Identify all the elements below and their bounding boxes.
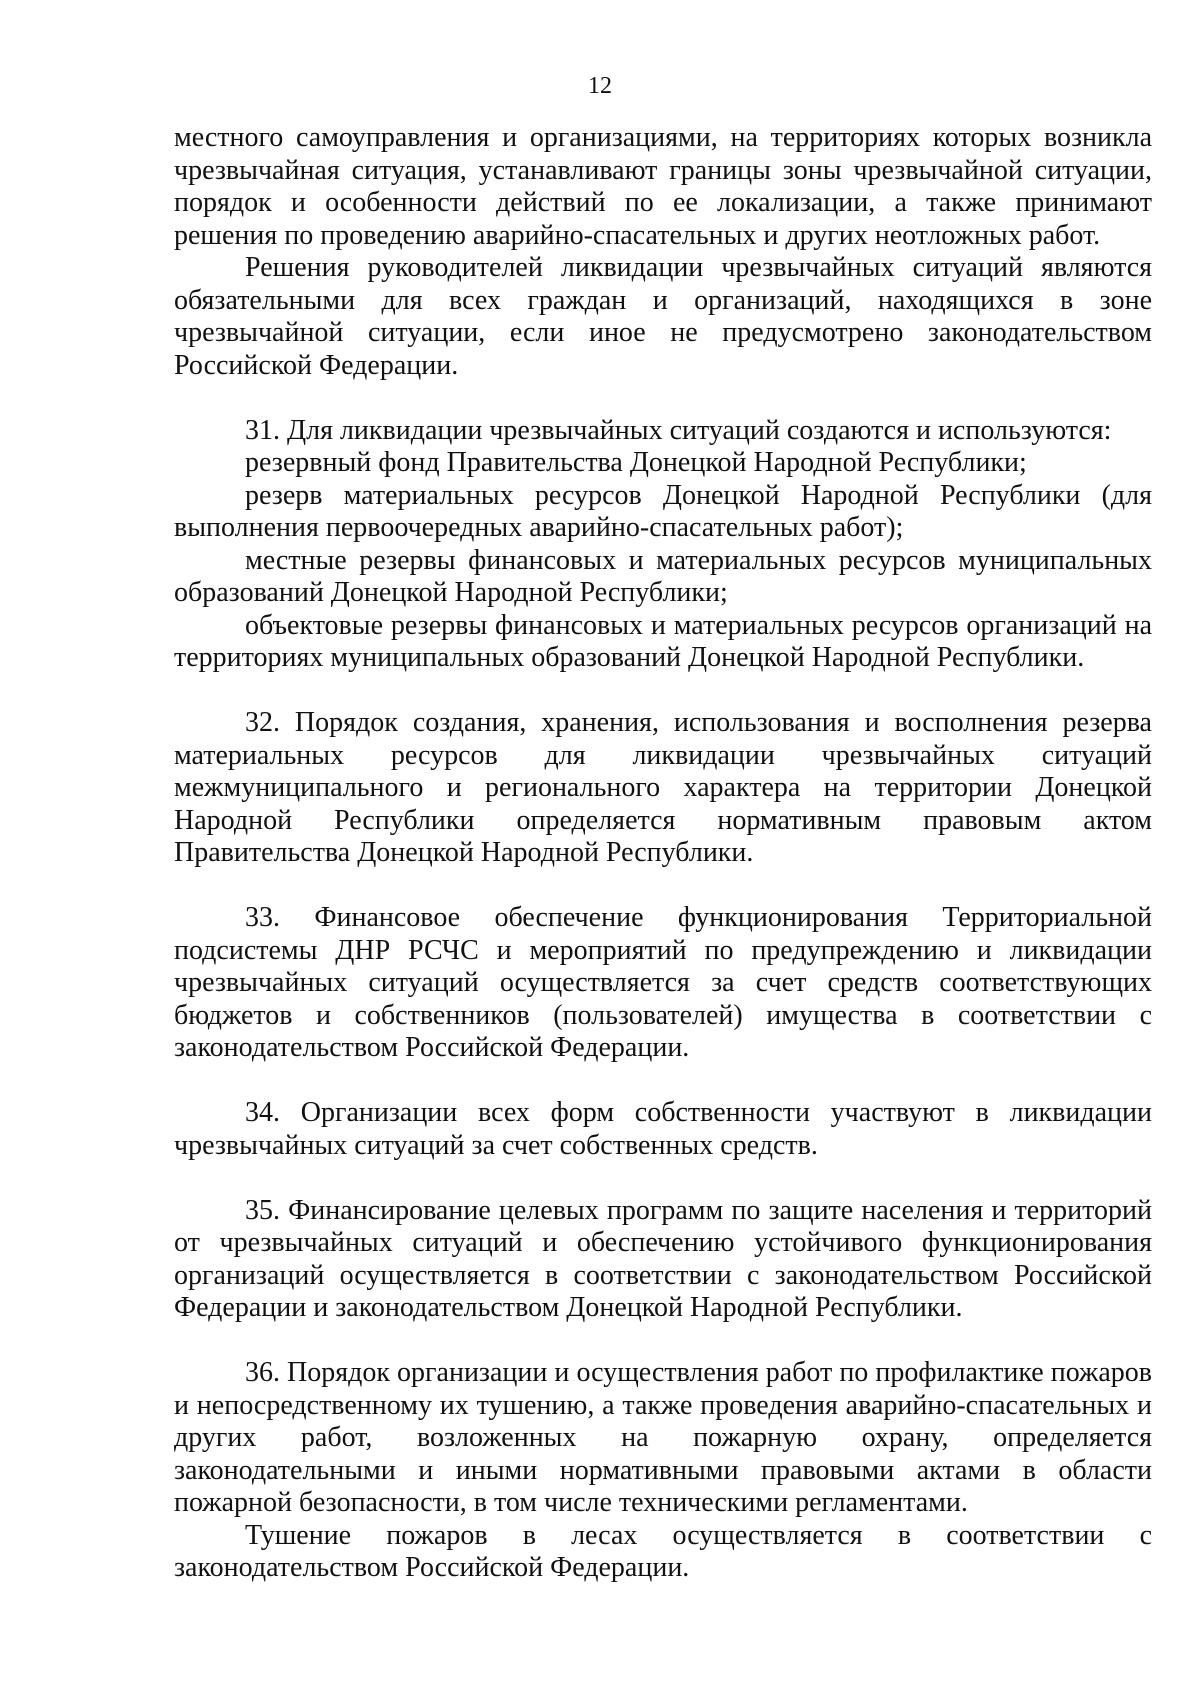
paragraph-31: 31. Для ликвидации чрезвычайных ситуаций создаются и используются: <box>245 414 1112 446</box>
page-number: 12 <box>588 73 612 99</box>
paragraph-32: 32. Порядок создания, хранения, использования и восполнения резерва материальных ресурсов для ликвидации чрезвычайных ситуаций межмуниципального и регионального характера на территории Донецкой Народной Республики определяется нормативным правовым актом Правительства Донецкой Народной Республики. <box>174 707 1152 868</box>
list-item-material-reserve: резерв материальных ресурсов Донецкой Народной Республики (для выполнения первоочередных аварийно-спасательных работ); <box>174 479 1152 543</box>
paragraph-forest-fires: Тушение пожаров в лесах осуществляется в соответствии с законодательством Российской Федерации. <box>174 1519 1152 1583</box>
paragraph-34: 34. Организации всех форм собственности участвуют в ликвидации чрезвычайных ситуаций за счет собственных средств. <box>174 1097 1152 1161</box>
paragraph-decisions: Решения руководителей ликвидации чрезвычайных ситуаций являются обязательными для всех граждан и организаций, находящихся в зоне чрезвычайной ситуации, если иное не предусмотрено законодательством Российской Федерации. <box>174 252 1152 381</box>
document-body <box>174 122 1152 1585</box>
paragraph-35: 35. Финансирование целевых программ по защите населения и территорий от чрезвычайных ситуаций и обеспечению устойчивого функционирования организаций осуществляется в соответствии с законодательством Российской Федерации и законодательством Донецкой Народной Республики. <box>174 1194 1152 1323</box>
list-item-local-reserves: местные резервы финансовых и материальных ресурсов муниципальных образований Донецкой Народной Республики; <box>174 544 1152 608</box>
paragraph-continuation: местного самоуправления и организациями, на территориях которых возникла чрезвычайная ситуация, устанавливают границы зоны чрезвычайной ситуации, порядок и особенности действий по ее локализации, а также принимают решения по проведению аварийно-спасательных и других неотложных работ. <box>174 122 1152 251</box>
paragraph-33: 33. Финансовое обеспечение функционирования Территориальной подсистемы ДНР РСЧС и мероприятий по предупреждению и ликвидации чрезвычайных ситуаций осуществляется за счет средств соответствующих бюджетов и собственников (пользователей) имущества в соответствии с законодательством Российской Федерации. <box>174 902 1152 1063</box>
paragraph-36: 36. Порядок организации и осуществления работ по профилактике пожаров и непосредственному их тушению, а также проведения аварийно-спасательных и других работ, возложенных на пожарную охрану, определяется законодательными и иными нормативными правовыми актами в области пожарной безопасности, в том числе техническими регламентами. <box>174 1357 1152 1518</box>
list-item-reserve-fund: резервный фонд Правительства Донецкой Народной Республики; <box>245 447 1027 478</box>
list-item-object-reserves: объектовые резервы финансовых и материальных ресурсов организаций на территориях муниципальных образований Донецкой Народной Республики. <box>174 609 1152 673</box>
